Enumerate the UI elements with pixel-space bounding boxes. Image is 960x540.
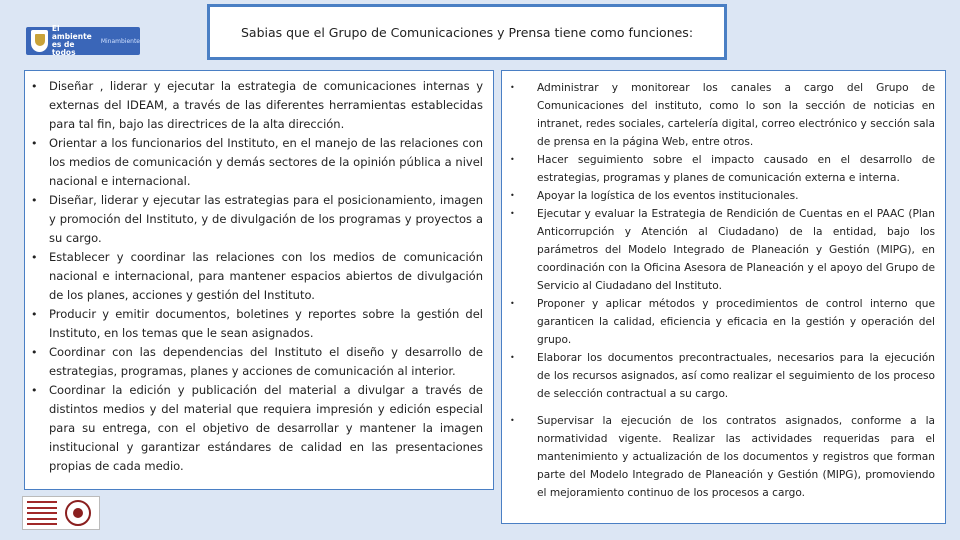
list-item: • Diseñar , liderar y ejecutar la estrategia de comunicaciones internas y externas del IDEAM, a través de las diferentes herramientas establecidas para tal fin, bajo las directrices de la alta dirección. xyxy=(25,77,483,134)
list-item: • Orientar a los funcionarios del Instituto, en el manejo de las relaciones con los medios de comunicación y demás sectores de la opinión pública a nivel nacional e internacional. xyxy=(25,134,483,191)
list-item: • Coordinar con las dependencias del Instituto el diseño y desarrollo de estrategias, programas, planes y acciones de comunicación al interior. xyxy=(25,343,483,381)
list-item: • Diseñar, liderar y ejecutar las estrategias para el posicionamiento, imagen y promoción del Instituto, y de divulgación de los programas y proyectos a su cargo. xyxy=(25,191,483,248)
page-title: Sabias que el Grupo de Comunicaciones y Prensa tiene como funciones: xyxy=(240,24,694,40)
list-item: • Supervisar la ejecución de los contratos asignados, conforme a la normatividad vigente. Realizar las actividades requeridas para el mantenimiento y actualización de los documentos y registros que forman parte del Modelo Integrado de Planeación y Gestión (MIPG), promoviendo el mejoramiento continuo de los procesos a cargo. xyxy=(502,412,935,502)
logo-text: El ambiente es de todos xyxy=(51,24,92,57)
list-item: • Establecer y coordinar las relaciones con los medios de comunicación nacional e internacional, para mantener espacios abiertos de divulgación de los planes, acciones y gestión del Instituto. xyxy=(25,248,483,305)
logo-subtext: Minambiente xyxy=(100,37,140,45)
quality-seal-icon xyxy=(65,500,91,526)
certification-seal xyxy=(22,496,100,530)
certification-logo-icon xyxy=(27,501,57,525)
list-item: • Administrar y monitorear los canales a cargo del Grupo de Comunicaciones del instituto, como lo son la sección de noticias en intranet, redes sociales, cartelería digital, correo electrónico y sección sala de prensa en la página Web, entre otros. xyxy=(502,79,935,151)
right-panel xyxy=(501,70,946,524)
list-item: • Coordinar la edición y publicación del material a divulgar a través de distintos medios y del material que requiera impresión y edición especial para su entrega, con el objetivo de desarrollar y mantener la imagen institucional y garantizar estándares de calidad en las presentaciones propias de cada medio. xyxy=(25,381,483,476)
list-item: • Proponer y aplicar métodos y procedimientos de control interno que garanticen la calidad, eficiencia y eficacia en la gestión y operación del grupo. xyxy=(502,295,935,349)
colombia-shield-icon xyxy=(31,30,48,52)
left-panel xyxy=(24,70,494,490)
list-item: • Apoyar la logística de los eventos institucionales. xyxy=(502,187,935,205)
left-function-list xyxy=(25,77,483,476)
right-function-list xyxy=(502,79,935,502)
list-item: • Producir y emitir documentos, boletines y reportes sobre la gestión del Instituto, en los temas que le sean asignados. xyxy=(25,305,483,343)
list-item: • Elaborar los documentos precontractuales, necesarios para la ejecución de los recursos asignados, así como realizar el seguimiento de los proceso de selección contractual a su cargo. xyxy=(502,349,935,403)
list-item: • Hacer seguimiento sobre el impacto causado en el desarrollo de estrategias, programas y planes de comunicación externa e interna. xyxy=(502,151,935,187)
minambiente-logo xyxy=(26,24,140,57)
title-box xyxy=(207,4,727,60)
list-item: • Ejecutar y evaluar la Estrategia de Rendición de Cuentas en el PAAC (Plan Anticorrupción y Atención al Ciudadano) de la entidad, bajo los parámetros del Modelo Integrado de Planeación y Gestión (MIPG), en coordinación con la Oficina Asesora de Planeación y el apoyo del Grupo de Servicio al Ciudadano del Instituto. xyxy=(502,205,935,295)
